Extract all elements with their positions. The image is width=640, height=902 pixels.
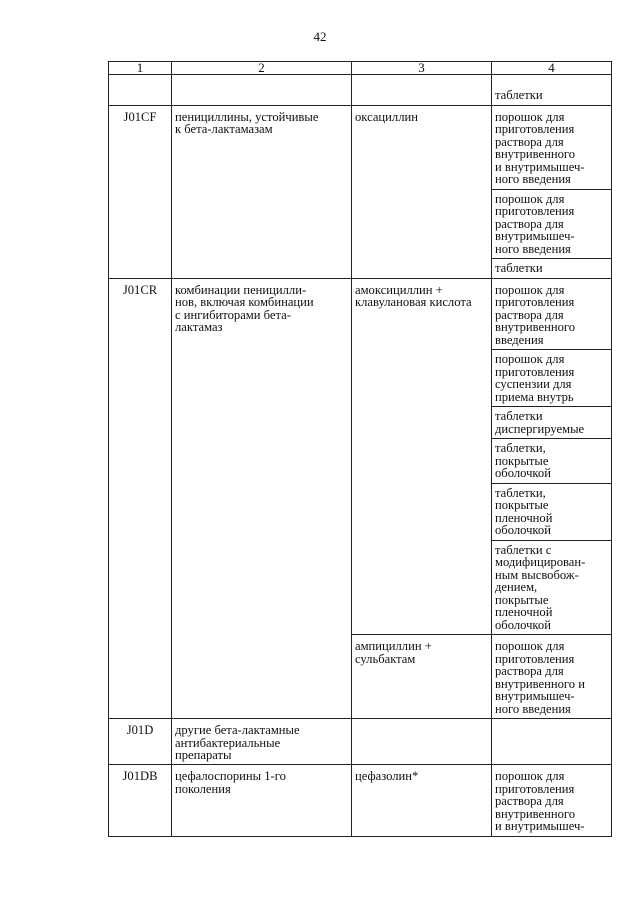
header-cell-4: 4 (492, 62, 612, 75)
code-cell (109, 719, 172, 765)
drug-cell (352, 278, 492, 635)
drug-name: оксациллин (355, 109, 418, 124)
dosage-form-text: таблетки (495, 88, 543, 102)
atc-code: J01CR (122, 282, 158, 297)
drug-name: ампициллин + сульбактам (355, 639, 432, 666)
forms-cell (492, 105, 612, 278)
dosage-form (492, 406, 611, 438)
forms-cell (492, 278, 612, 635)
table-row (109, 105, 612, 278)
dosage-form-text: порошок для приготовления раствора для внутривенного и внутримышеч- (495, 769, 585, 833)
dosage-form (492, 349, 611, 406)
dosage-form-text: порошок для приготовления раствора для внутривенного введения (495, 282, 576, 347)
group-cell (172, 765, 352, 837)
drug-cell (352, 105, 492, 278)
drug-name: амоксициллин + клавулановая кислота (355, 282, 472, 309)
table-row (109, 278, 612, 635)
dosage-form-text: порошок для приготовления раствора для внутримышеч- ного введения (495, 191, 575, 256)
dosage-form (492, 279, 611, 350)
atc-code: J01DB (122, 769, 158, 783)
dosage-form (492, 258, 611, 278)
code-cell (109, 278, 172, 719)
header-cell-3: 3 (352, 62, 492, 75)
dosage-form (492, 106, 611, 189)
atc-code: J01CF (123, 109, 157, 124)
header-cell-1: 1 (109, 62, 172, 75)
group-name: цефалоспорины 1-го поколения (175, 769, 286, 796)
medication-table (108, 61, 612, 837)
page-number: 42 (313, 29, 327, 44)
drug-cell (352, 719, 492, 765)
drug-cell (352, 635, 492, 719)
group-name: пенициллины, устойчивые к бета-лактамазам (175, 109, 319, 136)
code-cell (109, 765, 172, 837)
forms-cell (492, 75, 612, 106)
dosage-form-text: таблетки с модифицирован- ным высвобож- дением, покрытые пленочной оболочкой (495, 542, 586, 632)
forms-cell (492, 765, 612, 837)
dosage-form (492, 438, 611, 483)
dosage-form-text: таблетки, покрытые оболочкой (495, 441, 551, 480)
table-row (109, 719, 612, 765)
dosage-form-text: порошок для приготовления раствора для внутривенного и внутримышеч- ного введения (495, 109, 585, 186)
header-cell-2: 2 (172, 62, 352, 75)
atc-code: J01D (126, 723, 154, 737)
dosage-form (492, 765, 611, 836)
dosage-form (492, 540, 611, 635)
group-cell (172, 278, 352, 719)
drug-cell (352, 75, 492, 106)
code-cell (109, 105, 172, 278)
table-row (109, 765, 612, 837)
drug-name: цефазолин* (355, 769, 419, 783)
dosage-form-text: порошок для приготовления суспензии для приема внутрь (495, 352, 575, 404)
group-cell (172, 719, 352, 765)
table-header-row (109, 62, 612, 75)
dosage-form (492, 483, 611, 540)
group-cell (172, 105, 352, 278)
dosage-form (492, 635, 611, 718)
dosage-form-text: порошок для приготовления раствора для внутривенного и внутримышеч- ного введения (495, 639, 585, 716)
code-cell (109, 75, 172, 106)
dosage-form-text: таблетки, покрытые пленочной оболочкой (495, 485, 553, 537)
dosage-form-text: таблетки (495, 261, 543, 275)
dosage-form (492, 189, 611, 259)
group-name: комбинации пеницилли- нов, включая комбинации с ингибиторами бета- лактамаз (175, 282, 314, 334)
continuation-row (109, 75, 612, 106)
forms-cell (492, 635, 612, 719)
group-name: другие бета-лактамные антибактериальные препараты (175, 723, 300, 762)
drug-cell (352, 765, 492, 837)
forms-cell (492, 719, 612, 765)
dosage-form (492, 75, 611, 105)
dosage-form-text: таблетки диспергируемые (495, 409, 585, 436)
group-cell (172, 75, 352, 106)
